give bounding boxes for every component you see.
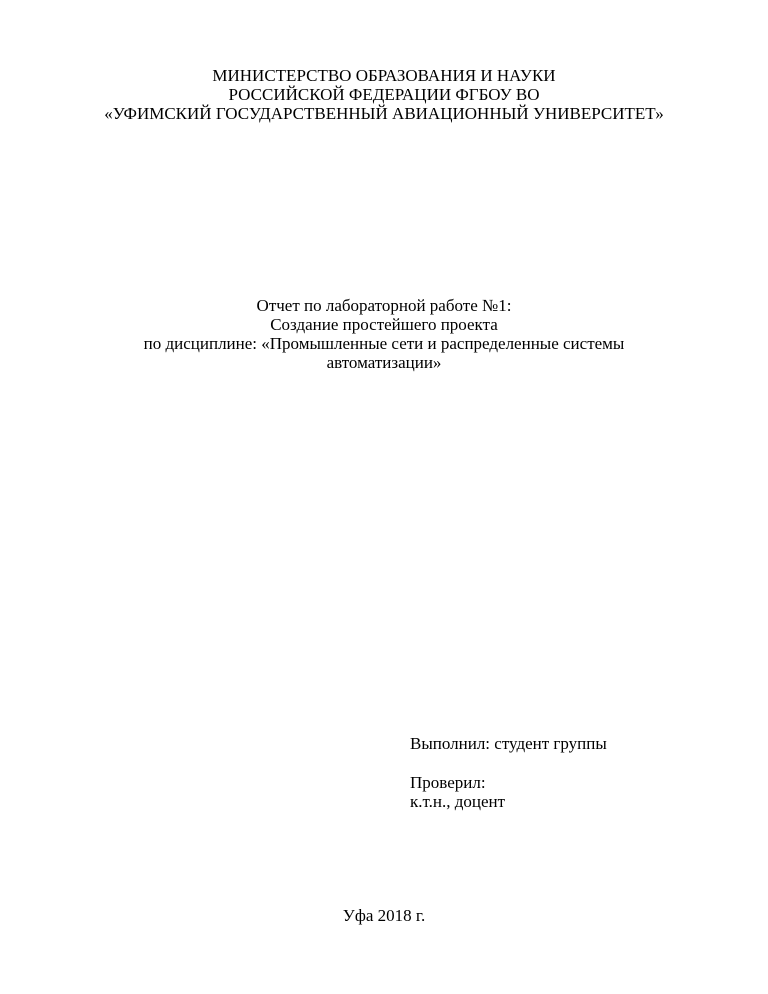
report-subject: Создание простейшего проекта bbox=[270, 315, 498, 334]
report-title: Отчет по лабораторной работе №1: bbox=[256, 296, 512, 315]
discipline-line-2: автоматизации» bbox=[326, 353, 442, 372]
checked-by-label: Проверил: bbox=[410, 773, 486, 792]
ministry-line-1: МИНИСТЕРСТВО ОБРАЗОВАНИЯ И НАУКИ bbox=[212, 66, 556, 85]
city-year: Уфа 2018 г. bbox=[342, 906, 426, 925]
university-name: «УФИМСКИЙ ГОСУДАРСТВЕННЫЙ АВИАЦИОННЫЙ УНИВЕРСИТЕТ» bbox=[104, 104, 664, 123]
ministry-line-2: РОССИЙСКОЙ ФЕДЕРАЦИИ ФГБОУ ВО bbox=[228, 85, 540, 104]
checked-by-title: к.т.н., доцент bbox=[410, 792, 506, 811]
discipline-line-1: по дисциплине: «Промышленные сети и распределенные системы bbox=[143, 334, 625, 353]
performed-by: Выполнил: студент группы bbox=[410, 734, 607, 753]
